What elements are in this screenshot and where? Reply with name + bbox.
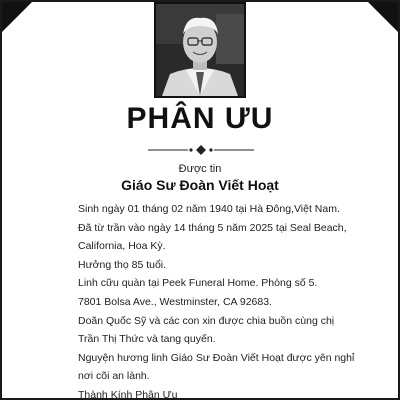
notice-line: Linh cữu quàn tại Peek Funeral Home. Phòng số 5.: [78, 277, 318, 290]
notice-body: [78, 200, 398, 400]
notice-line: 7801 Bolsa Ave., Westminster, CA 92683.: [78, 295, 272, 308]
preamble-text: Được tin: [178, 163, 222, 175]
portrait-illustration: [156, 4, 244, 96]
notice-line: California, Hoa Kỳ.: [78, 240, 166, 253]
notice-line: nơi cõi an lành.: [78, 370, 150, 383]
notice-line: Trần Thị Thức và tang quyến.: [78, 333, 216, 346]
mourning-ribbon-left: [0, 0, 34, 34]
notice-line: Doãn Quốc Sỹ và các con xin được chia buồn cùng chị: [78, 314, 335, 327]
notice-line: Đã từ trần vào ngày 14 tháng 5 năm 2025 tại Seal Beach,: [78, 221, 347, 234]
ornamental-divider-icon: [146, 144, 256, 156]
portrait-photo: [154, 2, 246, 98]
page-title: PHÂN ƯU: [126, 102, 274, 135]
mourning-ribbon-right: [366, 0, 400, 34]
notice-line: Sinh ngày 01 tháng 02 năm 1940 tại Hà Đông,Việt Nam.: [78, 203, 340, 215]
closing-line: Thành Kính Phân Ưu: [78, 388, 178, 400]
notice-line: Hưởng thọ 85 tuổi.: [78, 258, 167, 271]
notice-line: Nguyện hương linh Giáo Sư Đoàn Viết Hoạt được yên nghỉ: [78, 351, 355, 364]
deceased-name: Giáo Sư Đoàn Viết Hoạt: [121, 177, 279, 193]
